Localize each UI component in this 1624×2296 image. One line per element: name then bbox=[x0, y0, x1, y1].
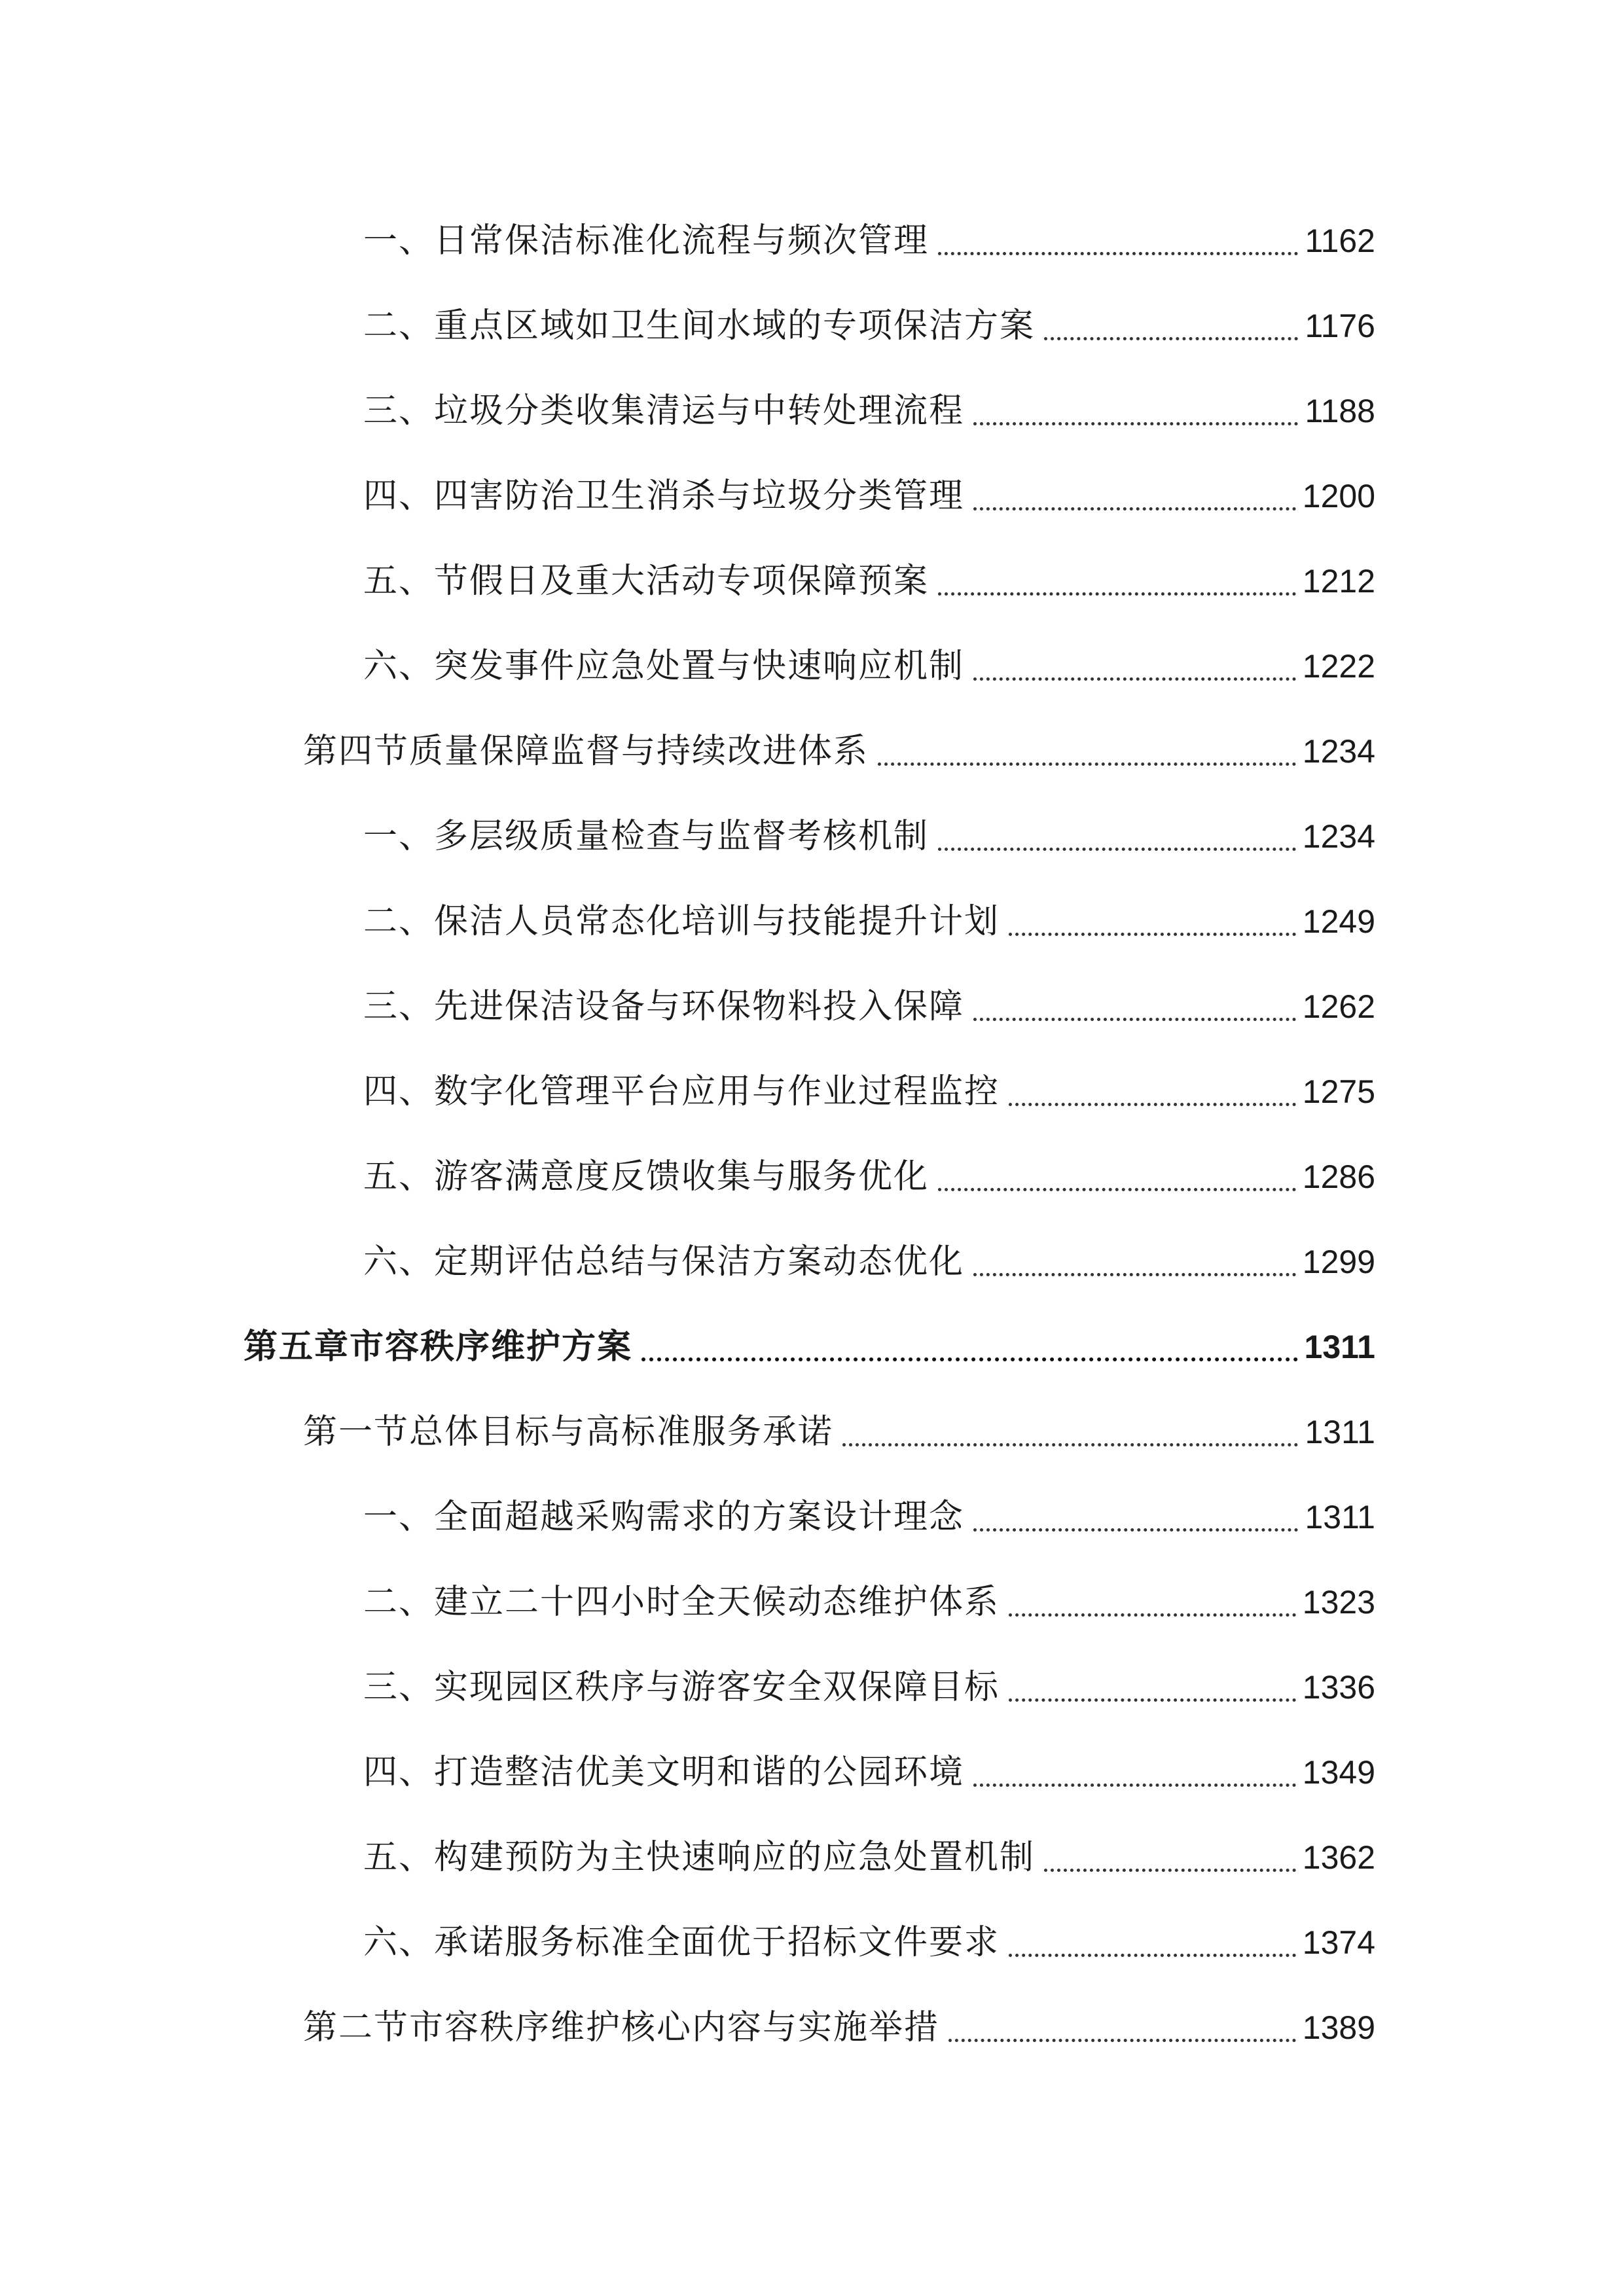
dot-leader bbox=[973, 1784, 1296, 1787]
dot-leader bbox=[973, 422, 1298, 425]
toc-entry-page: 1222 bbox=[1302, 648, 1375, 685]
toc-entry-page: 1323 bbox=[1302, 1584, 1375, 1621]
toc-entry-title: 一、全面超越采购需求的方案设计理念 bbox=[363, 1498, 965, 1537]
toc-entry-page: 1349 bbox=[1302, 1754, 1375, 1791]
toc-entry-page: 1362 bbox=[1302, 1839, 1375, 1876]
toc-entry[interactable] bbox=[363, 1575, 1375, 1630]
toc-entry-page: 1286 bbox=[1302, 1158, 1375, 1195]
dot-leader bbox=[973, 1528, 1298, 1532]
toc-entry-page: 1234 bbox=[1302, 733, 1375, 770]
toc-entry-page: 1212 bbox=[1302, 563, 1375, 600]
toc-entry-title: 五、游客满意度反馈收集与服务优化 bbox=[363, 1157, 929, 1196]
toc-entry-page: 1311 bbox=[1305, 1499, 1375, 1535]
dot-leader bbox=[1009, 933, 1296, 936]
toc-entry-section[interactable] bbox=[303, 1405, 1375, 1460]
toc-entry-title: 二、保洁人员常态化培训与技能提升计划 bbox=[363, 902, 1000, 941]
toc-entry-title: 四、打造整洁优美文明和谐的公园环境 bbox=[363, 1753, 965, 1792]
toc-entry-title: 第二节市容秩序维护核心内容与实施举措 bbox=[303, 2008, 940, 2047]
dot-leader bbox=[973, 1018, 1296, 1021]
dot-leader bbox=[938, 592, 1296, 596]
toc-entry[interactable] bbox=[363, 1660, 1375, 1715]
dot-leader bbox=[1044, 337, 1298, 340]
dot-leader bbox=[878, 762, 1296, 766]
toc-entry[interactable] bbox=[363, 213, 1375, 268]
toc-entry[interactable] bbox=[363, 639, 1375, 694]
toc-entry[interactable] bbox=[363, 1745, 1375, 1800]
toc-entry[interactable] bbox=[363, 894, 1375, 949]
toc-entry-chapter[interactable] bbox=[244, 1319, 1375, 1374]
toc-entry-page: 1234 bbox=[1302, 818, 1375, 855]
dot-leader bbox=[948, 2039, 1296, 2042]
dot-leader bbox=[641, 1357, 1298, 1361]
toc-entry-title: 四、数字化管理平台应用与作业过程监控 bbox=[363, 1072, 1000, 1111]
toc-entry-title: 六、突发事件应急处置与快速响应机制 bbox=[363, 647, 965, 686]
toc-entry-title: 第五章市容秩序维护方案 bbox=[244, 1327, 633, 1367]
toc-entry[interactable] bbox=[363, 1234, 1375, 1289]
toc-entry[interactable] bbox=[363, 1915, 1375, 1970]
toc-entry-title: 二、重点区域如卫生间水域的专项保洁方案 bbox=[363, 306, 1036, 346]
toc-entry-title: 四、四害防治卫生消杀与垃圾分类管理 bbox=[363, 476, 965, 516]
dot-leader bbox=[1009, 1613, 1296, 1617]
toc-entry[interactable] bbox=[363, 809, 1375, 864]
toc-entry-page: 1262 bbox=[1302, 988, 1375, 1025]
dot-leader bbox=[973, 507, 1296, 511]
toc-entry-title: 第一节总体目标与高标准服务承诺 bbox=[303, 1412, 834, 1452]
toc-entry-title: 五、构建预防为主快速响应的应急处置机制 bbox=[363, 1838, 1036, 1877]
dot-leader bbox=[1009, 1698, 1296, 1702]
dot-leader bbox=[938, 252, 1298, 255]
toc-entry-title: 六、承诺服务标准全面优于招标文件要求 bbox=[363, 1923, 1000, 1962]
toc-entry-page: 1200 bbox=[1302, 478, 1375, 514]
toc-entry-page: 1188 bbox=[1305, 393, 1375, 429]
toc-entry-page: 1176 bbox=[1305, 308, 1375, 344]
dot-leader bbox=[1009, 1103, 1296, 1106]
toc-entry-page: 1249 bbox=[1302, 903, 1375, 940]
toc-entry-title: 三、先进保洁设备与环保物料投入保障 bbox=[363, 987, 965, 1026]
dot-leader bbox=[842, 1443, 1298, 1446]
toc-entry[interactable] bbox=[363, 979, 1375, 1034]
toc-entry-title: 一、多层级质量检查与监督考核机制 bbox=[363, 817, 929, 856]
toc-entry-title: 三、垃圾分类收集清运与中转处理流程 bbox=[363, 391, 965, 431]
toc-entry[interactable] bbox=[363, 469, 1375, 524]
toc-entry[interactable] bbox=[363, 1149, 1375, 1204]
toc-entry[interactable] bbox=[363, 384, 1375, 439]
toc-entry[interactable] bbox=[363, 1064, 1375, 1119]
dot-leader bbox=[973, 677, 1296, 681]
dot-leader bbox=[938, 848, 1296, 851]
dot-leader bbox=[1009, 1954, 1296, 1957]
toc-entry-page: 1311 bbox=[1304, 1329, 1375, 1365]
toc-entry-title: 三、实现园区秩序与游客安全双保障目标 bbox=[363, 1668, 1000, 1707]
toc-entry-page: 1336 bbox=[1302, 1669, 1375, 1706]
toc-entry-section[interactable] bbox=[303, 2000, 1375, 2055]
toc-entry-page: 1299 bbox=[1302, 1244, 1375, 1280]
toc-entry[interactable] bbox=[363, 1490, 1375, 1545]
toc-entry[interactable] bbox=[363, 298, 1375, 353]
dot-leader bbox=[938, 1188, 1296, 1191]
toc-entry[interactable] bbox=[363, 554, 1375, 609]
dot-leader bbox=[973, 1273, 1296, 1276]
toc-entry-page: 1162 bbox=[1305, 223, 1375, 259]
toc-entry-title: 二、建立二十四小时全天候动态维护体系 bbox=[363, 1583, 1000, 1622]
toc-entry-page: 1311 bbox=[1305, 1414, 1375, 1450]
toc-entry-title: 六、定期评估总结与保洁方案动态优化 bbox=[363, 1242, 965, 1282]
toc-entry-page: 1275 bbox=[1302, 1073, 1375, 1110]
toc-entry-section[interactable] bbox=[303, 724, 1375, 779]
toc-entry-title: 第四节质量保障监督与持续改进体系 bbox=[303, 732, 869, 771]
dot-leader bbox=[1044, 1869, 1296, 1872]
toc-entry-title: 一、日常保洁标准化流程与频次管理 bbox=[363, 221, 929, 260]
toc-entry-page: 1389 bbox=[1302, 2009, 1375, 2046]
toc-entry[interactable] bbox=[363, 1830, 1375, 1885]
toc-entry-page: 1374 bbox=[1302, 1924, 1375, 1961]
toc-entry-title: 五、节假日及重大活动专项保障预案 bbox=[363, 562, 929, 601]
